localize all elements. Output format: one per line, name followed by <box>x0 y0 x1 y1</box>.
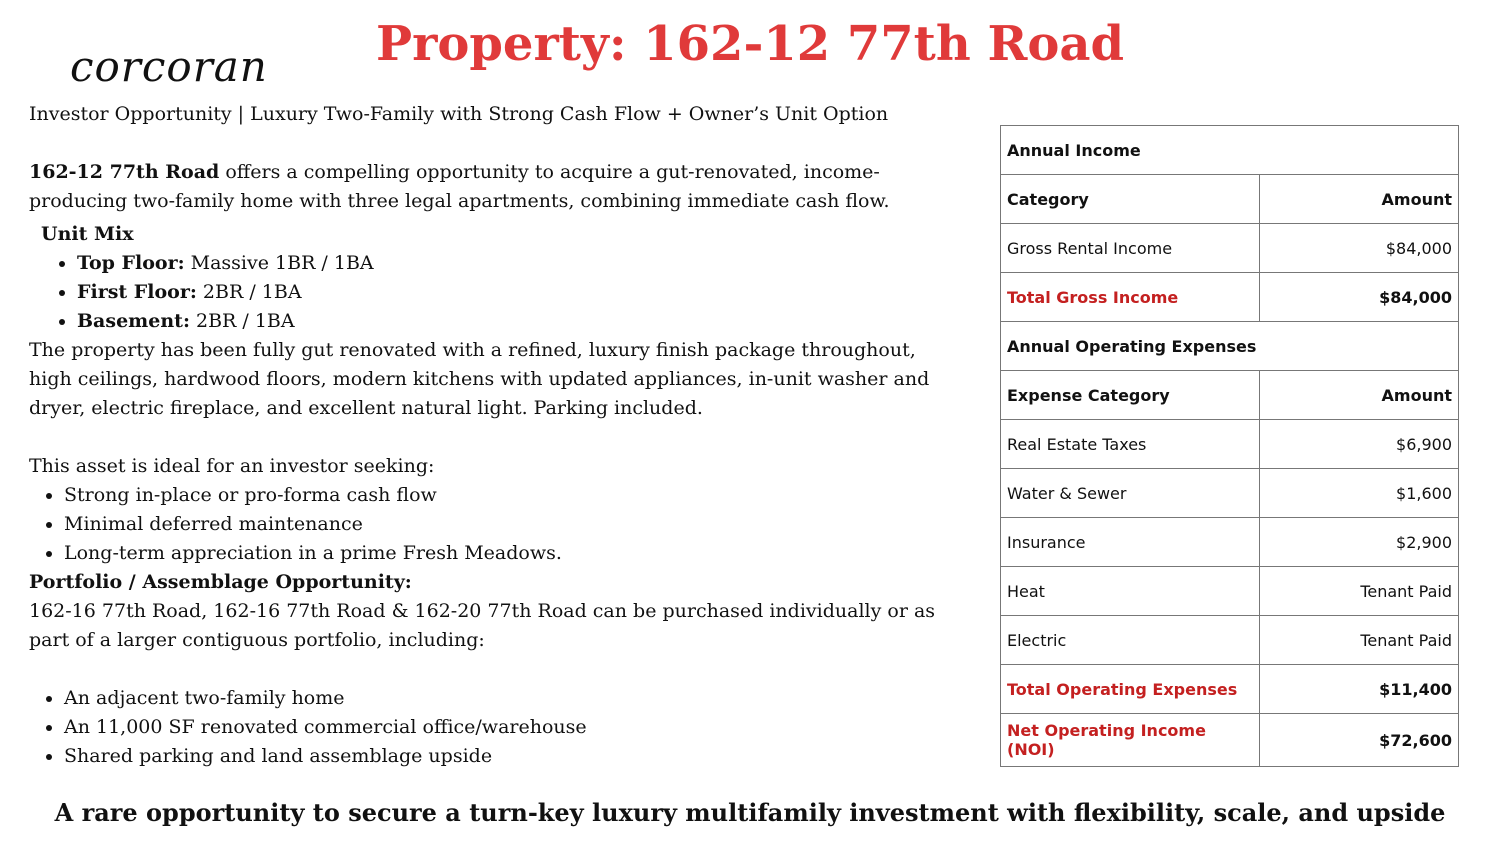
listing-description <box>29 100 959 771</box>
description-paragraph: The property has been fully gut renovated with a refined, luxury finish package throughout, high ceilings, hardwood floors, modern kitchens with updated appliances, in-unit washer and dryer, electric fireplace, and excellent natural light. Parking included. <box>29 339 930 419</box>
row-label: Electric <box>1001 616 1260 665</box>
unit-value: Massive 1BR / 1BA <box>184 252 374 274</box>
table-row <box>1001 616 1459 665</box>
list-item: • An adjacent two-family home <box>64 684 959 713</box>
row-amount: Tenant Paid <box>1260 616 1459 665</box>
unit-value: 2BR / 1BA <box>189 310 295 332</box>
row-amount: $2,900 <box>1260 518 1459 567</box>
table-row <box>1001 371 1459 420</box>
total-income-label: Total Gross Income <box>1001 273 1260 322</box>
list-item: • An 11,000 SF renovated commercial office/warehouse <box>64 713 959 742</box>
list-item: • Shared parking and land assemblage upside <box>64 742 959 771</box>
list-item: • Strong in-place or pro-forma cash flow <box>64 481 959 510</box>
portfolio-heading: Portfolio / Assemblage Opportunity: <box>29 571 412 593</box>
table-row <box>1001 714 1459 767</box>
row-amount: Tenant Paid <box>1260 567 1459 616</box>
noi-label: Net Operating Income (NOI) <box>1001 714 1260 767</box>
page-title: Property: 162-12 77th Road <box>375 16 1125 72</box>
investor-list <box>29 481 959 568</box>
column-header: Category <box>1001 175 1260 224</box>
total-expenses-label: Total Operating Expenses <box>1001 665 1260 714</box>
intro-text: offers a compelling opportunity to acquire a gut-renovated, income-producing two-family home with three legal apartments, combining immediate cash flow. <box>29 161 890 212</box>
row-label: Heat <box>1001 567 1260 616</box>
portfolio-list <box>29 684 959 771</box>
unit-label: First Floor: <box>77 281 197 303</box>
table-row <box>1001 224 1459 273</box>
expense-section-header: Annual Operating Expenses <box>1001 322 1459 371</box>
row-label: Real Estate Taxes <box>1001 420 1260 469</box>
unit-label: Top Floor: <box>77 252 185 274</box>
footer-tagline: A rare opportunity to secure a turn-key luxury multifamily investment with flexibility, scale, and upside <box>54 798 1446 827</box>
row-amount: $84,000 <box>1260 224 1459 273</box>
table-row <box>1001 665 1459 714</box>
table-row <box>1001 322 1459 371</box>
row-amount: $1,600 <box>1260 469 1459 518</box>
row-label: Insurance <box>1001 518 1260 567</box>
table-row <box>1001 469 1459 518</box>
table-row <box>1001 420 1459 469</box>
investor-lead: This asset is ideal for an investor seeking: <box>29 455 435 477</box>
income-section-header: Annual Income <box>1001 126 1459 175</box>
unit-value: 2BR / 1BA <box>196 281 302 303</box>
corcoran-logo: corcoran <box>70 42 268 91</box>
table-row <box>1001 175 1459 224</box>
table-row <box>1001 126 1459 175</box>
financial-table <box>1000 125 1459 767</box>
unit-mix-heading: Unit Mix <box>41 223 134 245</box>
noi-amount: $72,600 <box>1260 714 1459 767</box>
row-amount: $6,900 <box>1260 420 1459 469</box>
list-item <box>77 249 959 278</box>
column-header: Amount <box>1260 371 1459 420</box>
intro-paragraph <box>29 158 959 216</box>
column-header: Expense Category <box>1001 371 1260 420</box>
row-label: Gross Rental Income <box>1001 224 1260 273</box>
list-item: • Minimal deferred maintenance <box>64 510 959 539</box>
unit-label: Basement: <box>77 310 190 332</box>
subtitle: Investor Opportunity | Luxury Two-Family with Strong Cash Flow + Owner’s Unit Option <box>29 103 889 125</box>
table-row <box>1001 273 1459 322</box>
table-row <box>1001 518 1459 567</box>
intro-address: 162-12 77th Road <box>29 161 220 183</box>
row-label: Water & Sewer <box>1001 469 1260 518</box>
list-item: • Long-term appreciation in a prime Fresh Meadows. <box>64 539 959 568</box>
unit-mix-list <box>29 249 959 336</box>
column-header: Amount <box>1260 175 1459 224</box>
list-item <box>77 278 959 307</box>
portfolio-text: 162-16 77th Road, 162-16 77th Road & 162-20 77th Road can be purchased individually or as part of a larger contiguous portfolio, including: <box>29 600 936 651</box>
list-item <box>77 307 959 336</box>
total-income-amount: $84,000 <box>1260 273 1459 322</box>
table-row <box>1001 567 1459 616</box>
total-expenses-amount: $11,400 <box>1260 665 1459 714</box>
